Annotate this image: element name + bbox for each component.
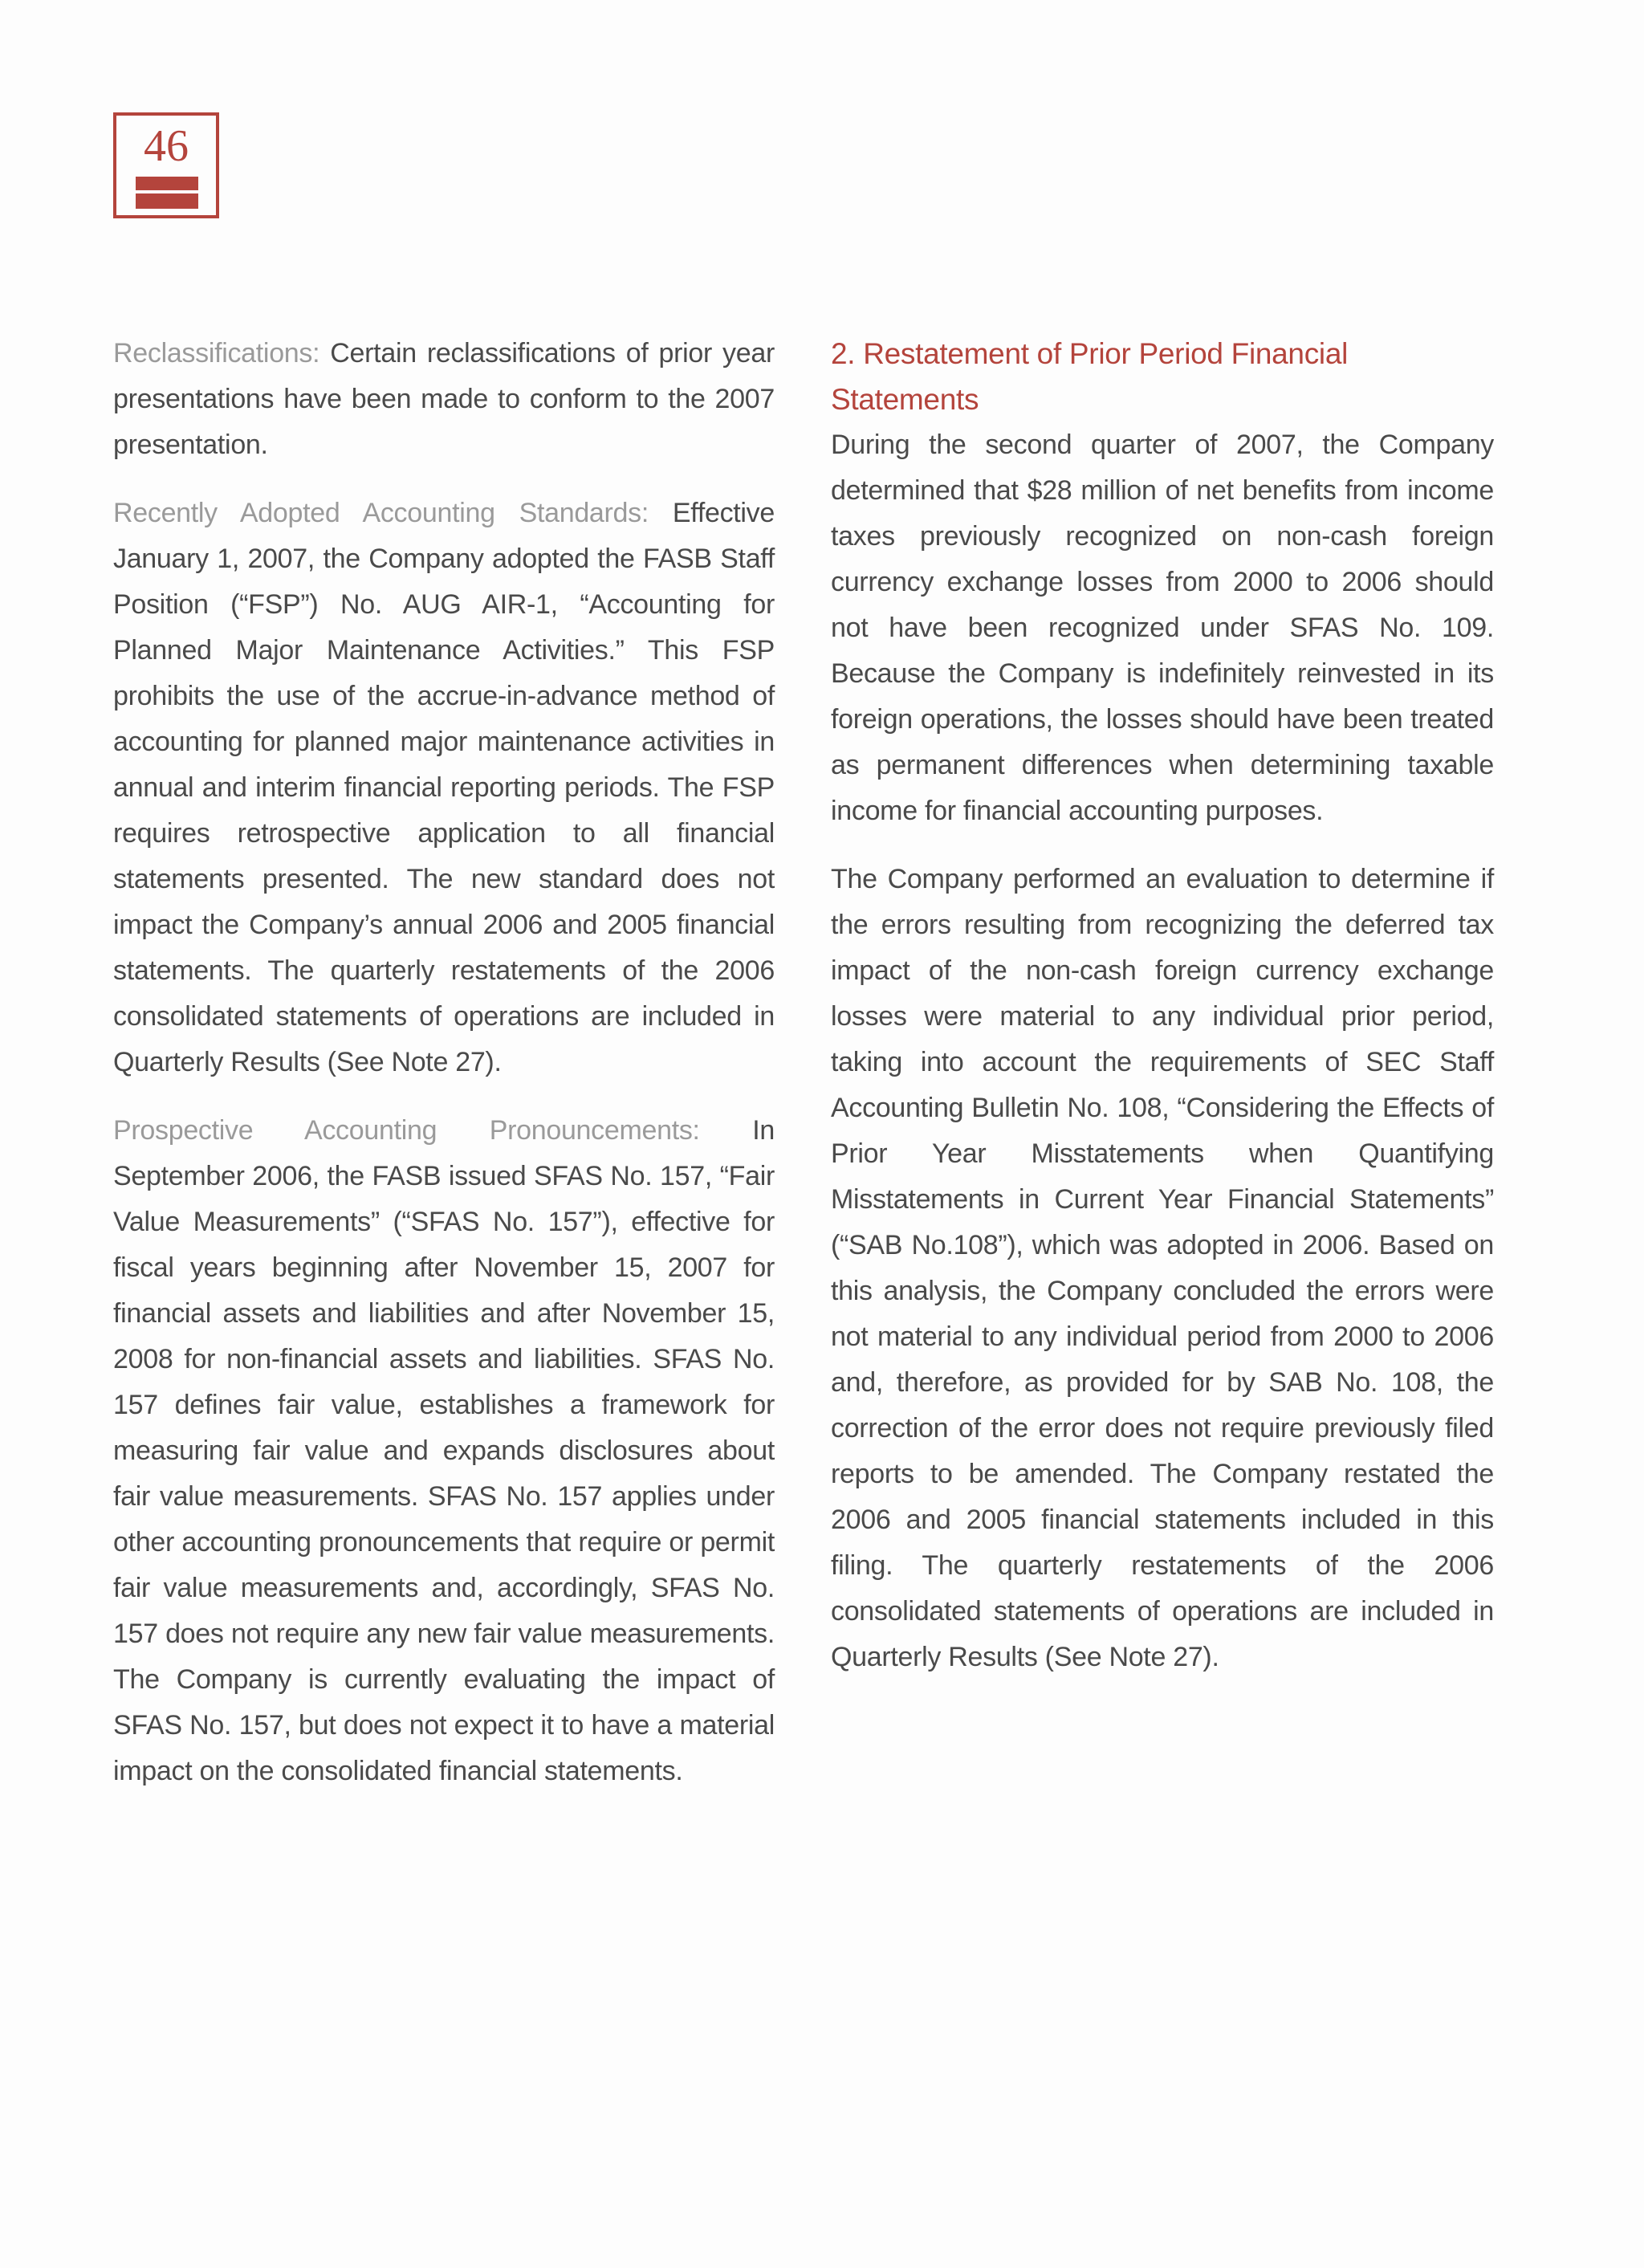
page-number: 46 (144, 121, 189, 171)
left-column (113, 331, 775, 1817)
paragraph-body: In September 2006, the FASB issued SFAS No. 157, “Fair Value Measurements” (“SFAS No. 157”), effective for fiscal years beginning after November 15, 2007 for financial assets and liabilities and after November 15, 2008 for non-financial assets and liabilities. SFAS No. 157 defines fair value, establishes a framework for measuring fair value and expands disclosures about fair value measurements. SFAS No. 157 applies under other accounting pronouncements that require or permit fair value measurements and, accordingly, SFAS No. 157 does not require any new fair value measurements. The Company is currently evaluating the impact of SFAS No. 157, but does not expect it to have a material impact on the consolidated financial statements. (113, 1115, 775, 1786)
paragraph-lead: Recently Adopted Accounting Standards: (113, 498, 649, 528)
section-title: 2. Restatement of Prior Period Financial Statements (831, 337, 1349, 416)
paragraph-lead: Reclassifications: (113, 338, 320, 368)
paragraph-reclassifications (113, 331, 775, 468)
paragraph-lead: Prospective Accounting Pronouncements: (113, 1115, 700, 1146)
paragraph-body: Effective January 1, 2007, the Company adopted the FASB Staff Position (“FSP”) No. AUG AIR-1, “Accounting for Planned Major Maintenance Activities.” This FSP prohibits the use of the accrue-in-advance method of accounting for planned major maintenance activities in annual and interim financial reporting periods. The FSP requires retrospective application to all financial statements presented. The new standard does not impact the Company’s annual 2006 and 2005 financial statements. The quarterly restatements of the 2006 consolidated statements of operations are included in Quarterly Results (See Note 27). (113, 498, 775, 1077)
paragraph-recently-adopted-standards (113, 491, 775, 1085)
paragraph-restatement-evaluation: The Company performed an evaluation to determine if the errors resulting from recognizing the deferred tax impact of the non-cash foreign currency exchange losses were material to any individual prior period, taking into account the requirements of SEC Staff Accounting Bulletin No. 108, “Considering the Effects of Prior Year Misstatements when Quantifying Misstatements in Current Year Financial Statements” (“SAB No.108”), which was adopted in 2006. Based on this analysis, the Company concluded the errors were not material to any individual period from 2000 to 2006 and, therefore, as provided for by SAB No. 108, the correction of the error does not require previously filed reports to be amended. The Company restated the 2006 and 2005 financial statements included in this filing. The quarterly restatements of the 2006 consolidated statements of operations are included in Quarterly Results (See Note 27). (831, 864, 1494, 1672)
paragraph-body: Certain reclassifications of prior year presentations have been made to conform to the 2007 presentation. (113, 338, 775, 460)
page-number-badge (113, 112, 219, 218)
right-column (831, 331, 1494, 1703)
paragraph-restatement-determination: During the second quarter of 2007, the Company determined that $28 million of net benefits from income taxes previously recognized on non-cash foreign currency exchange losses from 2000 to 2006 should not have been recognized under SFAS No. 109. Because the Company is indefinitely reinvested in its foreign operations, the losses should have been treated as permanent differences when determining taxable income for financial accounting purposes. (831, 430, 1494, 826)
paragraph-prospective-pronouncements (113, 1108, 775, 1794)
badge-bar-decoration (136, 177, 198, 209)
